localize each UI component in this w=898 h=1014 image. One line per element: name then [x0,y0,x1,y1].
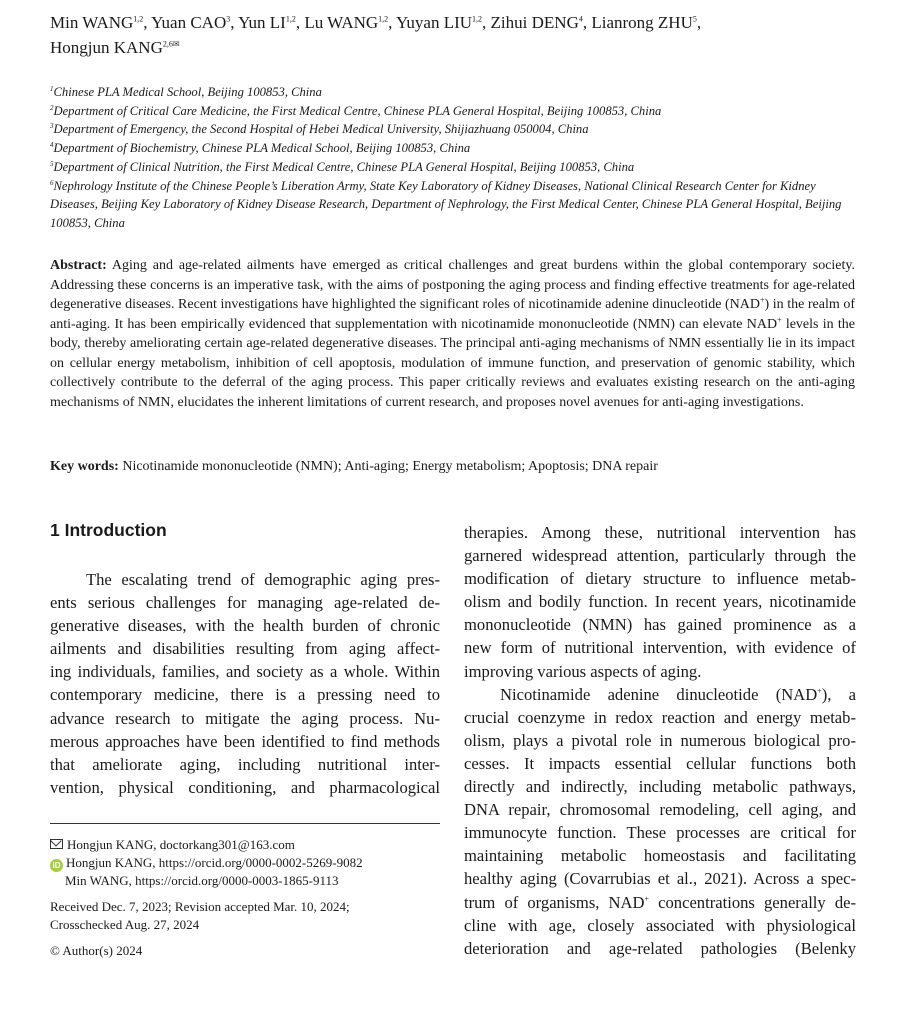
text-line: advance research to mitigate the aging process. Nu- [50,708,440,728]
section-heading: 1 Introduction [50,520,167,540]
text-line: directly and indirectly, including metabolic pathways, [464,777,856,797]
text-line: olism and bodily function. In recent years, nicotinamide [464,592,856,612]
text-line: crucial coenzyme in redox reaction and energy metab- [464,707,856,727]
text-line: merous approaches have been identified to find methods [50,731,440,751]
keywords: Key words: Nicotinamide mononucleotide (NMN); Anti-aging; Energy metabolism; Apoptosis; DNA repair [50,459,658,474]
orcid-entry: iD Hongjun KANG, https://orcid.org/0000-0002-5269-9082 [50,854,450,872]
text-line: ing individuals, families, and society as a whole. Within [50,662,440,682]
text-line: cesses. It impacts essential cellular functions both [464,753,856,773]
author-list [50,10,870,60]
text-line: DNA repair, chromosomal remodeling, cell aging, and [464,800,856,820]
text-line: modification of dietary structure to influence metab- [464,569,856,589]
body-column-right [464,521,856,960]
author: Min WANG$^{1,2}$, [50,13,152,32]
text-line: therapies. Among these, nutritional intervention has [464,523,856,542]
text-line: olism, plays a pivotal role in numerous biological pro- [464,730,856,750]
abstract-label: Abstract: [50,258,107,273]
text-line: mononucleotide (NMN) has gained prominence as a [464,615,856,635]
footnotes [50,836,450,960]
orcid-entry: Min WANG, https://orcid.org/0000-0003-1865-9113 [65,873,339,888]
text-line: that ameliorate aging, including nutritional inter- [50,754,440,774]
author: Yuan CAO$^3$, [151,13,239,32]
affiliation: $^1$Chinese PLA Medical School, Beijing 100853, China [50,84,322,99]
text-line: garnered widespread attention, particularly through the [464,546,856,566]
text-line: The escalating trend of demographic aging pres- [86,570,440,589]
affiliation: $^2$Department of Critical Care Medicine, the First Medical Centre, Chinese PLA General Hospital, Beijing 100853, China [50,103,662,118]
text-line: generative diseases, with the health burden of chronic [50,616,440,636]
affiliation-list [50,83,865,233]
text-line: improving various aspects of aging. [464,661,702,681]
text-line: vention, physical conditioning, and pharmacological [50,777,440,797]
text-line: Nicotinamide adenine dinucleotide (NAD+), a [500,684,856,704]
mail-icon: ✉ [172,39,180,49]
text-line: trum of organisms, NAD+ concentrations generally de- [464,892,856,912]
footnote-divider [50,823,440,824]
affiliation: $^5$Department of Clinical Nutrition, the First Medical Centre, Chinese PLA General Hospital, Beijing 100853, China [50,159,635,174]
envelope-icon [50,839,63,849]
text-line: ailments and disabilities resulting from aging affect- [50,639,440,659]
text-line: cline with age, closely associated with physiological [464,915,856,935]
affiliation: $^6$Nephrology Institute of the Chinese People’s Liberation Army, State Key Laboratory of Kidney Diseases, National Clinical Research Center for Kidney Diseases, Beijing Key Laboratory of Kidney Disease Research, Department of Nephrology, the First Medical Center, Chinese PLA General Hospital, Beijing 100853, China [50,178,842,230]
body-column-left [50,568,440,799]
author: Yun LI$^{1,2}$, [238,13,305,32]
author-corresponding: Hongjun $KANG^{2,6✉}$ [50,38,180,57]
copyright: © Author(s) 2024 [50,943,143,958]
received-date: Received Dec. 7, 2023; Revision accepted Mar. 10, 2024; [50,899,350,914]
author: Lu WANG$^{1,2}$, [304,13,397,32]
text-line: healthy aging (Covarrubias et al., 2021). Across a spec- [464,869,856,889]
affiliation: $^3$Department of Emergency, the Second Hospital of Hebei Medical University, Shijiazhuang 050004, China [50,122,589,137]
text-line: contemporary medicine, there is a pressing need to [50,685,440,705]
keywords-label: Key words: [50,459,119,474]
orcid-icon: iD [50,859,63,872]
author: Lianrong ZHU$^5$, [591,13,702,32]
text-line: new form of nutritional intervention, with evidence of [464,638,856,658]
affiliation: $^4$Department of Biochemistry, Chinese PLA Medical School, Beijing 100853, China [50,140,471,156]
text-line: maintaining metabolic homeostasis and facilitating [464,846,856,866]
text-line: ents serious challenges for managing age-related de- [50,593,440,613]
author: Yuyan LIU$^{1,2}$, [396,13,491,32]
text-line: immunocyte function. These processes are critical for [464,823,856,843]
crosschecked-date: Crosschecked Aug. 27, 2024 [50,917,200,932]
text-line: deterioration and age-related pathologies (Belenky [464,938,856,958]
abstract: Abstract: Aging and age-related ailments have emerged as critical challenges and great burdens within the global contemporary society. Addressing these concerns is an imperative task, with the aims of postponing the aging process and finding effective treatments for age-related degenerative diseases. Recent investigations have highlighted the significant roles of nicotinamide adenine dinucleotide (NAD+) in the realm of anti-aging. It has been empirically evidenced that supplementation with nicotinamide mononucleotide (NMN) can elevate NAD+ levels in the body, thereby ameliorating certain age-related degenerative diseases. The principal anti-aging mechanisms of NMN essentially lie in its impact on cellular energy metabolism, inhibition of cell apoptosis, modulation of immune function, and preservation of genomic stability, which collectively contribute to the deferral of the aging process. This paper critically reviews and evaluates existing research on the anti-aging mechanisms of NMN, elucidates the inherent limitations of current research, and proposes novel avenues for anti-aging investigations. [50,258,855,410]
author: Zihui DENG$^4$, [490,13,592,32]
corresponding-email: Hongjun KANG, doctorkang301@163.com [50,836,450,854]
